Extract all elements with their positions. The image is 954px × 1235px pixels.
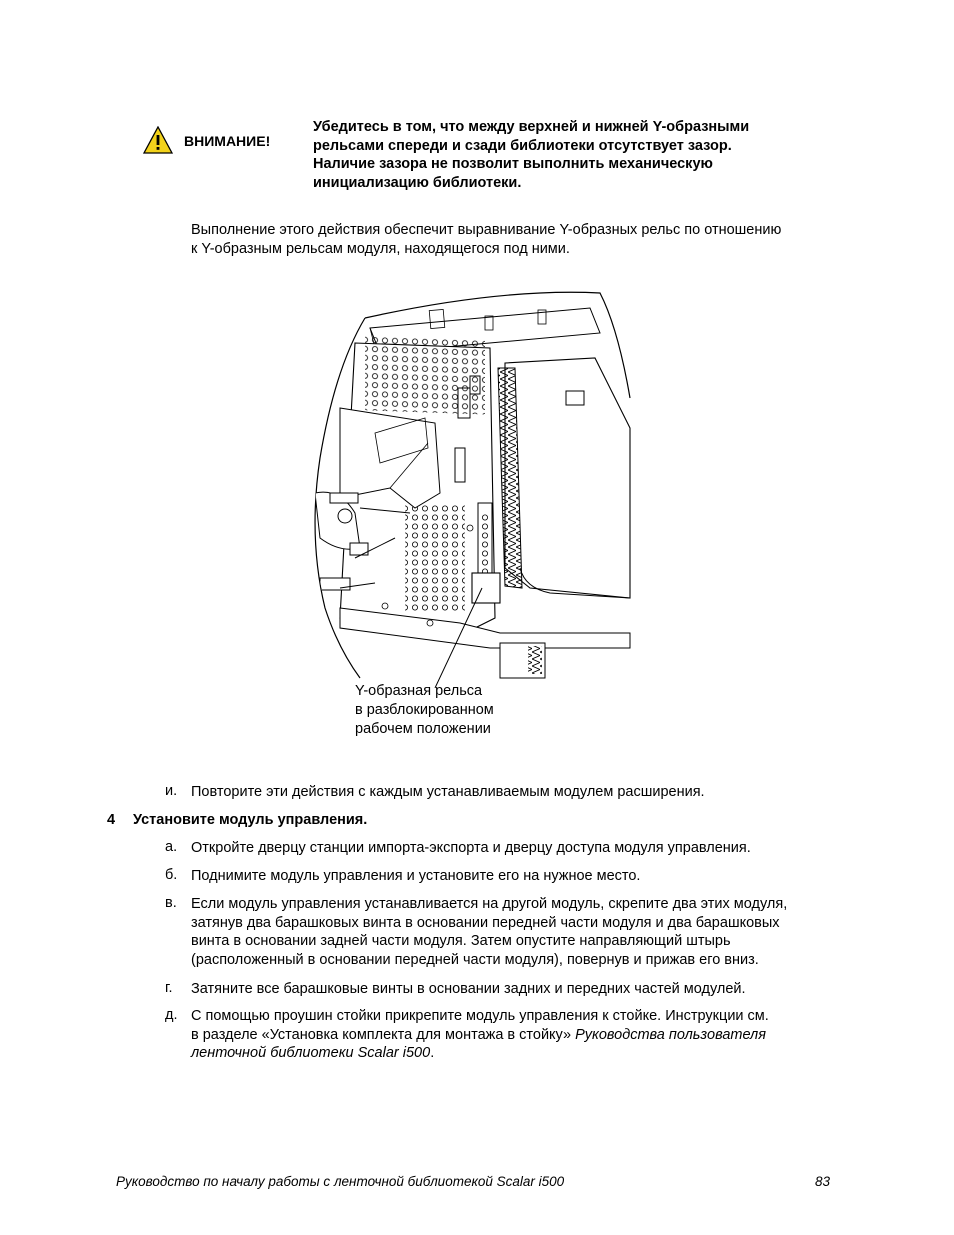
- step-title: Установите модуль управления.: [133, 812, 368, 828]
- list-marker: а.: [165, 839, 178, 855]
- warning-icon: [143, 126, 173, 154]
- warning-text: [313, 118, 813, 192]
- caption-line: Y-образная рельса: [355, 683, 483, 699]
- step-number: 4: [107, 812, 116, 828]
- intro-line: Выполнение этого действия обеспечит выравнивание Y-образных рельс по отношению: [191, 222, 782, 238]
- item-line: Затяните все барашковые винты в основании задних и передних частей модулей.: [191, 981, 746, 997]
- item-line: винта в основании задней части модуля. Затем опустите направляющий штырь: [191, 933, 731, 949]
- caption-line: рабочем положении: [355, 721, 491, 737]
- warning-line: рельсами спереди и сзади библиотеки отсутствует зазор.: [313, 137, 732, 154]
- list-item: [191, 839, 841, 858]
- item-line: [191, 1026, 841, 1045]
- intro-line: к Y-образным рельсам модуля, находящегося под ними.: [191, 240, 570, 257]
- item-line: Откройте дверцу станции импорта-экспорта и дверцу доступа модуля управления.: [191, 840, 751, 856]
- list-item: [191, 867, 841, 886]
- warning-line: инициализацию библиотеки.: [313, 174, 522, 191]
- item-line: затянув два барашковых винта в основании передней части модуля и два барашковых: [191, 914, 780, 931]
- list-marker: г.: [165, 980, 173, 996]
- list-marker: д.: [165, 1007, 178, 1023]
- item-text: в разделе «Установка комплекта для монтажа в стойку»: [191, 1026, 576, 1043]
- item-line: Если модуль управления устанавливается на другой модуль, скрепите два этих модуля,: [191, 896, 788, 912]
- manual-title: ленточной библиотеки Scalar i500: [191, 1045, 431, 1061]
- list-item: [191, 1007, 841, 1063]
- list-marker: б.: [165, 867, 178, 883]
- intro-paragraph: [191, 221, 851, 258]
- warning-line: Убедитесь в том, что между верхней и нижней Y-образными: [313, 119, 750, 135]
- manual-title: Руководства пользователя: [575, 1026, 766, 1043]
- warning-line: Наличие зазора не позволит выполнить механическую: [313, 156, 713, 172]
- page-number: 83: [815, 1174, 831, 1189]
- list-marker: в.: [165, 895, 177, 911]
- item-line: (расположенный в основании передней части модуля), повернув и прижав его вниз.: [191, 951, 759, 968]
- item-line: [191, 1044, 841, 1063]
- caption-line: в разблокированном: [355, 702, 494, 718]
- item-text: .: [430, 1045, 435, 1061]
- list-item: [191, 980, 841, 999]
- list-marker: и.: [165, 783, 178, 799]
- list-item: [191, 895, 841, 969]
- library-module-diagram: [300, 288, 645, 688]
- footer-title: Руководство по началу работы с ленточной библиотекой Scalar i500: [116, 1174, 565, 1189]
- figure-caption: [355, 682, 494, 739]
- warning-label: ВНИМАНИЕ!: [184, 133, 271, 149]
- item-line: Поднимите модуль управления и установите его на нужное место.: [191, 868, 641, 884]
- item-line: С помощью проушин стойки прикрепите модуль управления к стойке. Инструкции см.: [191, 1008, 769, 1024]
- substep-text: Повторите эти действия с каждым устанавливаемым модулем расширения.: [191, 784, 705, 800]
